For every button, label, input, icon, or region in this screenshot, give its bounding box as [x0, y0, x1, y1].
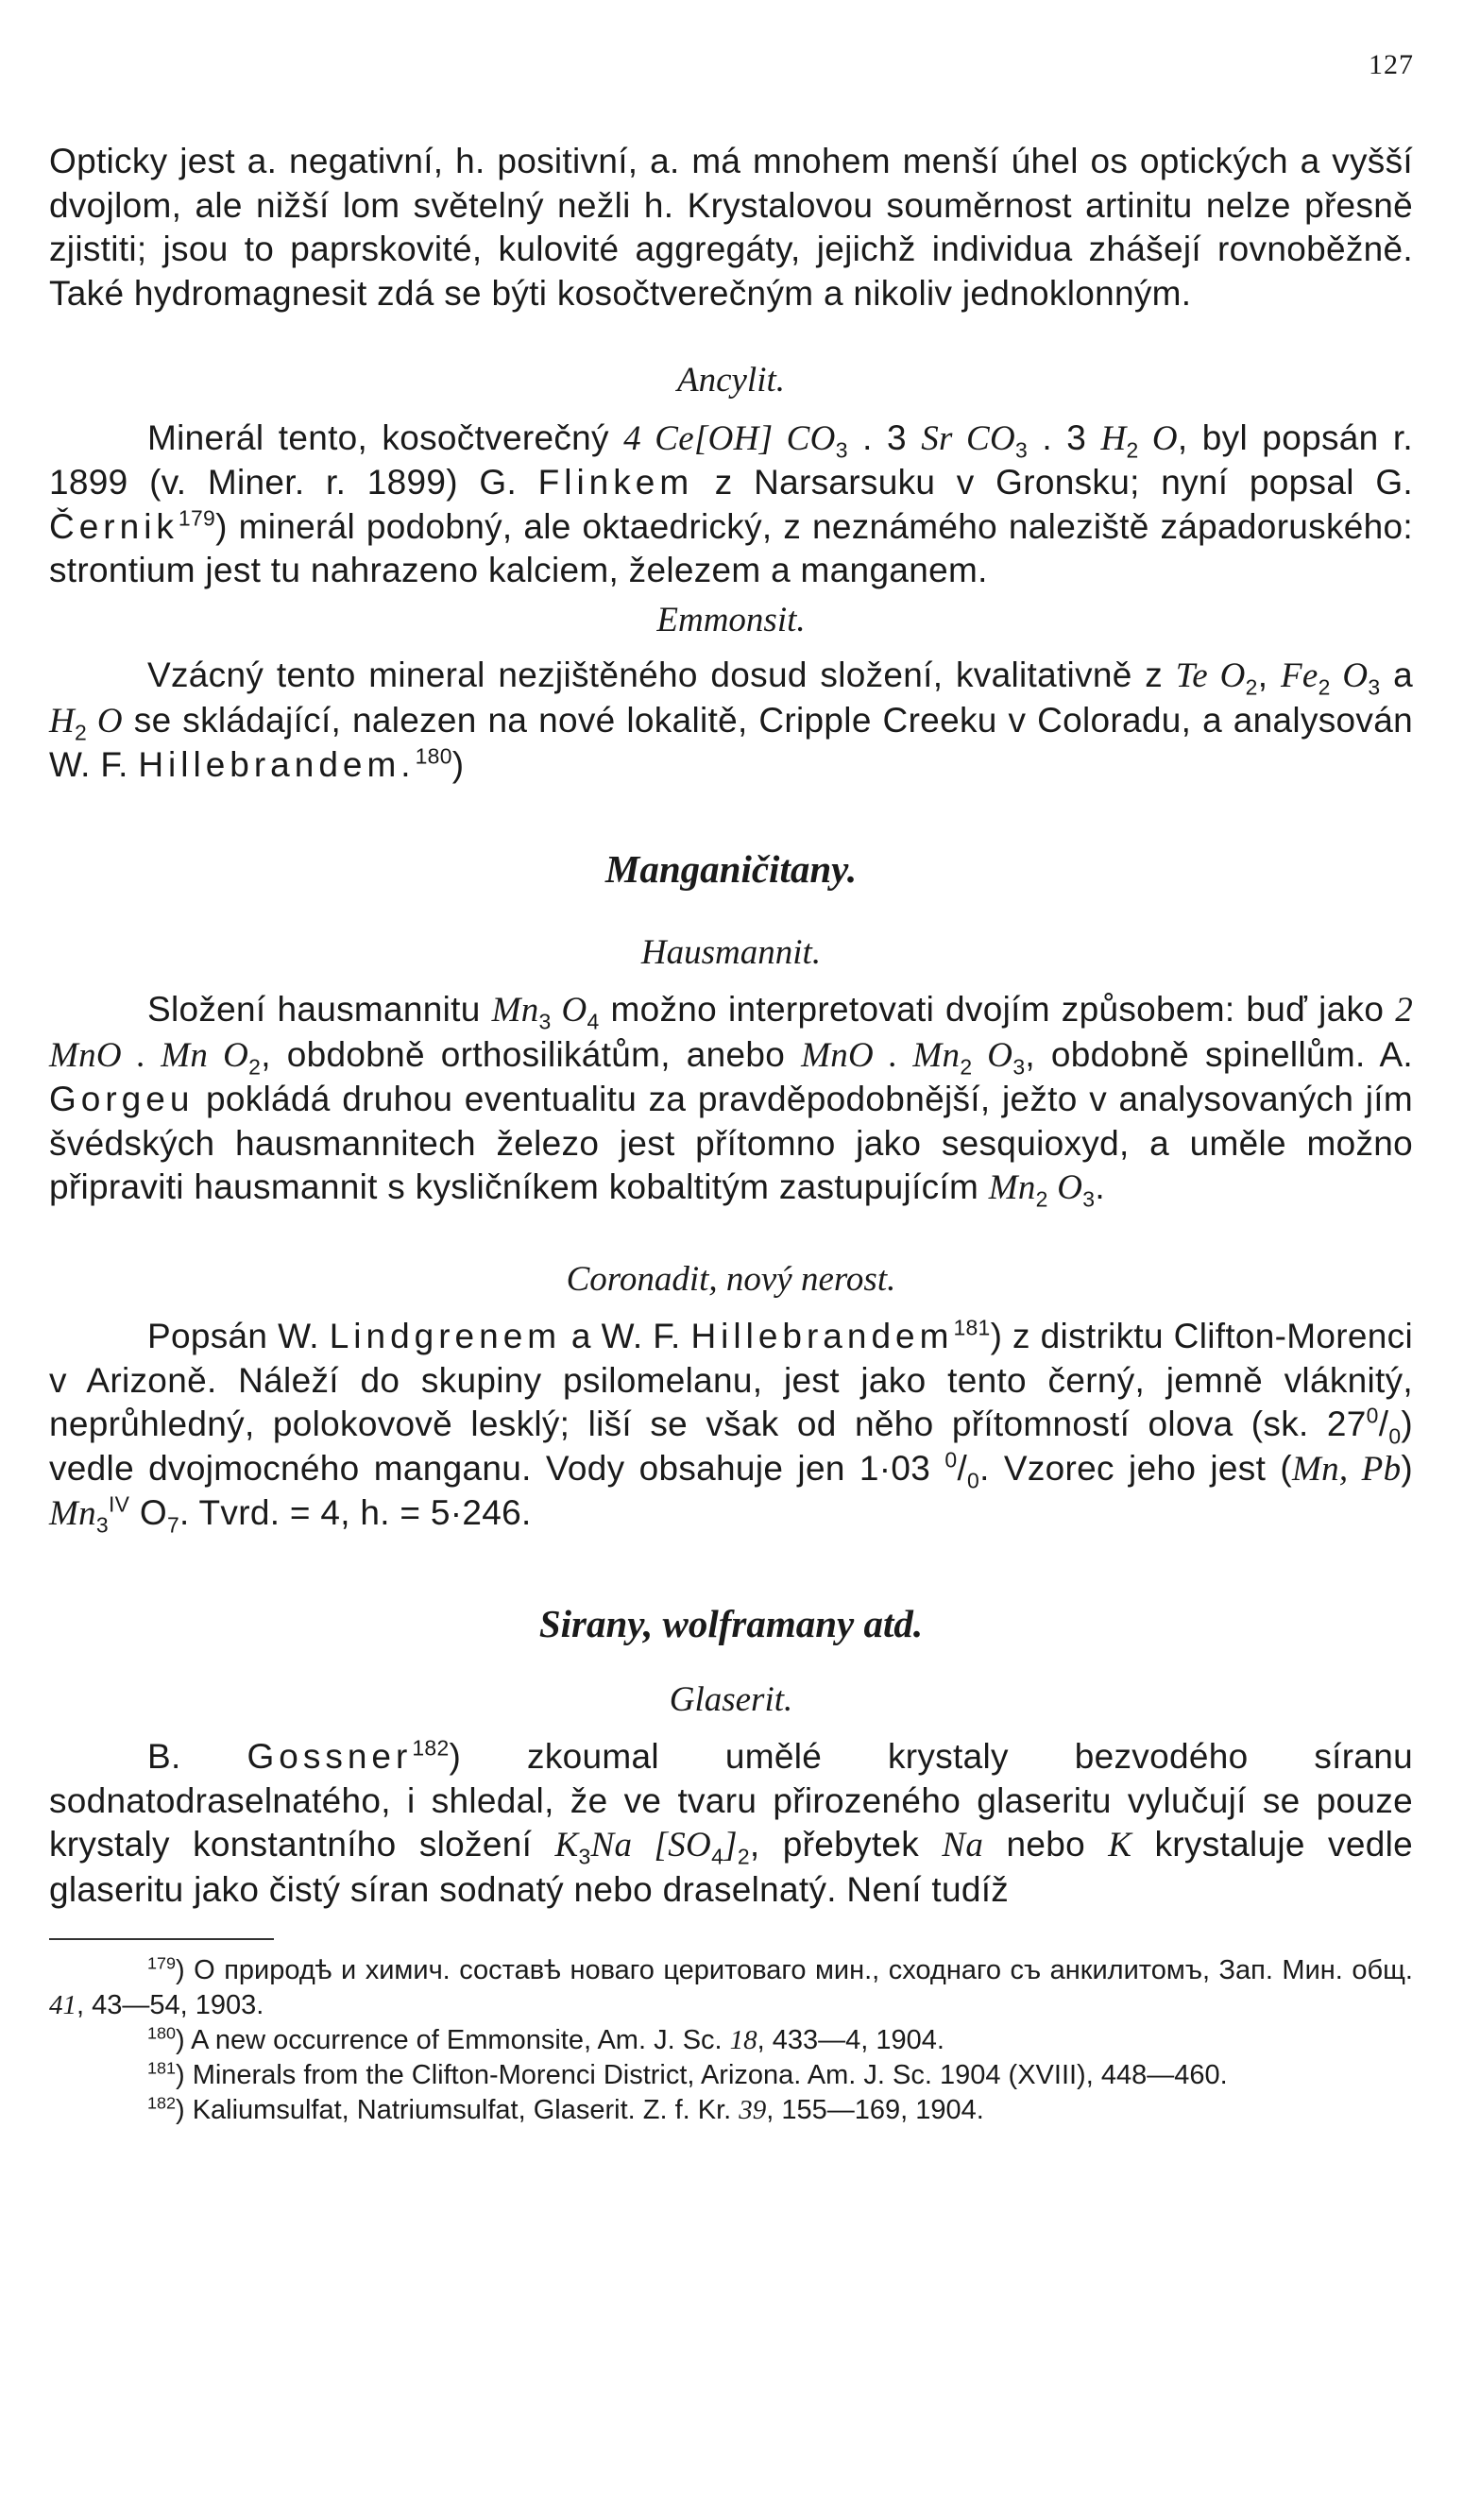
author-cernik: Černik — [49, 506, 179, 546]
section-heading-manganicitany: Manganičitany. — [604, 846, 858, 891]
coronadit-paragraph: Popsán W. Lindgrenem a W. F. Hillebrandem$^{181}$) z distriktu Clifton-Morenci v Arizoně. Náleží do skupiny psilomelanu, jest jako tento černý, jemně vláknitý, neprůhledný, polokovově lesklý; liší se však od něho přítomností olova (sk. $27^0/_0$) vedle dvojmocného manganu. Vody obsahuje jen 1·03 $^0/_0$. Vzorec jeho jest (Mn, Pb) $Mn_3^{IV}$ $O_7$. Tvrd. = 4, h. = 5·246. — [49, 1315, 1413, 1538]
intro-paragraph: Opticky jest a. negativní, h. positivní, a. má mnohem menší úhel os optických a vyšší dvojlom, ale nižší lom světelný nežli h. Krystalovou souměrnost artinitu nelze přesně zjistiti; jsou to paprskovité, kulovité aggregáty, jejichž individua zhášejí rovnoběžně. Také hydromagnesit zdá se býti kosočtverečným a nikoliv jednoklonným. — [49, 142, 1413, 313]
author-flink: Flinkem — [537, 463, 694, 502]
author-lindgren: Lindgrenem — [329, 1317, 562, 1355]
footnotes — [49, 1953, 1413, 2128]
footnote-separator — [49, 1938, 274, 1940]
glaserit-title: Glaserit. — [669, 1679, 793, 1719]
glaserit-paragraph: B. Gossner$^{182}$) zkoumal umělé krystaly bezvodého síranu sodnatodraselnatého, i shledal, že ve tvaru přirozeného glaseritu vylučují se pouze krystaly konstantního složení $K_3Na$ $[SO_4]_2$, přebytek Na nebo K krystaluje vedle glaseritu jako čistý síran sodnatý nebo draselnatý. Není tudíž — [49, 1735, 1414, 1909]
footnote-ref-179: 179 — [178, 505, 216, 531]
author-gossner: Gossner — [247, 1737, 413, 1776]
page-content — [49, 140, 1413, 2128]
ancylit-paragraph: Minerál tento, kosočtverečný 4 Ce[OH] $CO_3$ . 3 Sr $CO_3$ . 3 $H_2$ O, byl popsán r. 1899 (v. Miner. r. 1899) G. Flinkem z Narsarsuku v Gronsku; nyní popsal G. Černik$^{179}$) minerál podobný, ale oktaedrický, z neznámého naleziště západoruského: strontium jest tu nahrazeno kalciem, železem a manganem. — [49, 417, 1413, 589]
footnote-180: $^{180}$) A new occurrence of Emmonsite, Am. J. Sc. 18, 433—4, 1904. — [147, 2023, 944, 2055]
ancylit-title: Ancylit. — [676, 361, 786, 400]
emmonsit-paragraph: Vzácný tento mineral nezjištěného dosud složení, kvalitativně z Te $O_2$, $Fe_2$ $O_3$ a $H_2$ O se skládající, nalezen na nové lokalitě, Cripple Creeku v Coloradu, a analysován W. F. Hillebrandem.$^{180}$) — [49, 656, 1413, 784]
footnote-182: $^{182}$) Kaliumsulfat, Natriumsulfat, Glaserit. Z. f. Kr. 39, 155—169, 1904. — [147, 2093, 984, 2125]
section-heading-sirany: Sirany, wolframany atd. — [538, 1601, 924, 1645]
footnote-ref-181: 181 — [953, 1315, 991, 1340]
author-gorgeu: Gorgeu — [49, 1080, 195, 1118]
footnote-ref-180: 180 — [415, 743, 452, 769]
coronadit-title: Coronadit, nový nerost. — [566, 1259, 896, 1299]
hausmannit-title: Hausmannit. — [640, 932, 822, 972]
emmonsit-title: Emmonsit. — [656, 600, 806, 639]
footnote-179: $^{179}$) О природѣ и химич. составѣ новаго церитоваго мин., сходнаго съ анкилитомъ, Зап. Мин. общ. 41, 43—54, 1903. — [49, 1953, 1413, 2020]
author-hillebrand-2: Hillebrandem — [690, 1317, 954, 1355]
page-number: 127 — [1369, 49, 1414, 80]
author-hillebrand: Hillebrandem. — [138, 745, 416, 784]
footnote-ref-182: 182 — [412, 1735, 450, 1761]
hausmannit-paragraph: Složení hausmannitu $Mn_3$ $O_4$ možno interpretovati dvojím způsobem: buď jako 2 MnO . Mn $O_2$, obdobně orthosilikátům, anebo MnO . $Mn_2$ $O_3$, obdobně spinellům. A. Gorgeu pokládá druhou eventualitu za pravděpodobnější, ježto v analysovaných jím švédských hausmannitech železo jest přítomno jako sesquioxyd, a uměle možno připraviti hausmannit s kysličníkem kobaltitým zastupujícím $Mn_2$ $O_3$. — [49, 990, 1414, 1212]
footnote-181: $^{181}$) Minerals from the Clifton-Morenci District, Arizona. Am. J. Sc. 1904 (XVIII), 448—460. — [147, 2058, 1228, 2090]
